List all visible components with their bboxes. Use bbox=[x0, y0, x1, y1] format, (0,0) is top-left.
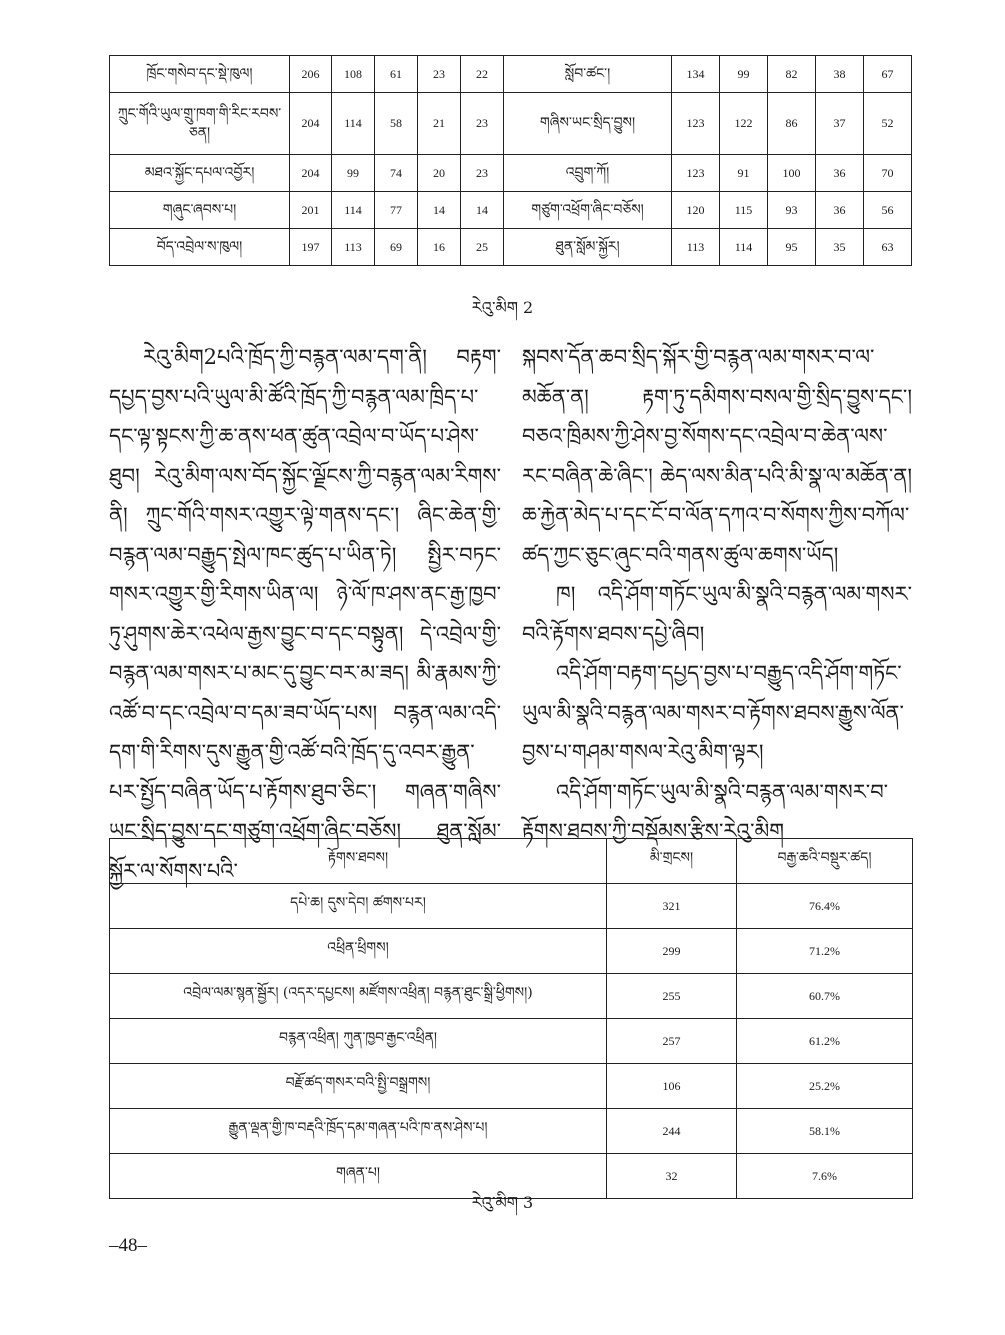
row-label-cell: འབྲེལ་ལམ་སྙན་སྦྱོར། (འདར་དཔྱངས། མཛོགས་འཕྲིན། བརྙན་ཐུང་སྒྲི་ཕྱིགས།) bbox=[110, 974, 607, 1019]
value-cell: 255 bbox=[607, 974, 737, 1019]
value-cell: 25 bbox=[461, 229, 504, 266]
value-cell: 35 bbox=[816, 229, 864, 266]
value-cell: 91 bbox=[720, 155, 768, 192]
value-cell: 299 bbox=[607, 929, 737, 974]
value-cell: 56 bbox=[864, 192, 912, 229]
data-table-2 bbox=[109, 838, 913, 1199]
value-cell: 123 bbox=[672, 155, 720, 192]
value-cell: 37 bbox=[816, 93, 864, 155]
column-header: མི་གྲངས། bbox=[607, 839, 737, 884]
value-cell: 67 bbox=[864, 56, 912, 93]
value-cell: 74 bbox=[375, 155, 418, 192]
value-cell: 32 bbox=[607, 1154, 737, 1199]
value-cell: 58.1% bbox=[737, 1109, 913, 1154]
value-cell: 23 bbox=[461, 155, 504, 192]
value-cell: 113 bbox=[332, 229, 375, 266]
value-cell: 22 bbox=[461, 56, 504, 93]
column-header: རྟོགས་ཐབས། bbox=[110, 839, 607, 884]
value-cell: 63 bbox=[864, 229, 912, 266]
row-label-cell: བོད་འབྲེལ་ས་ཁུལ། bbox=[110, 229, 290, 266]
column-header: བརྒྱ་ཆའི་བསྡུར་ཚད། bbox=[737, 839, 913, 884]
value-cell: 99 bbox=[720, 56, 768, 93]
value-cell: 58 bbox=[375, 93, 418, 155]
value-cell: 14 bbox=[418, 192, 461, 229]
value-cell: 321 bbox=[607, 884, 737, 929]
body-column-left bbox=[109, 338, 501, 891]
value-cell: 61.2% bbox=[737, 1019, 913, 1064]
table-row bbox=[110, 1109, 913, 1154]
body-column-right bbox=[522, 338, 912, 852]
table-row bbox=[110, 884, 913, 929]
value-cell: 16 bbox=[418, 229, 461, 266]
row-label-cell: རྒྱུན་ལྡན་གྱི་ཁ་བརྡའི་ཁྲོད་དམ་གཞན་པའི་ཁ་ནས་ཤེས་པ། bbox=[110, 1109, 607, 1154]
row-label-cell: གཙུག་འཕྲོག་ཞིང་བཅོས། bbox=[504, 192, 672, 229]
table-row bbox=[110, 155, 912, 192]
value-cell: 23 bbox=[418, 56, 461, 93]
row-label-cell: མཐའ་སྐྱོང་དཔལ་འབྱོར། bbox=[110, 155, 290, 192]
value-cell: 77 bbox=[375, 192, 418, 229]
table-caption-2: རེའུ་མིག 2 bbox=[471, 298, 534, 317]
value-cell: 60.7% bbox=[737, 974, 913, 1019]
table-caption-3: རེའུ་མིག 3 bbox=[471, 1193, 534, 1212]
value-cell: 99 bbox=[332, 155, 375, 192]
value-cell: 113 bbox=[672, 229, 720, 266]
value-cell: 93 bbox=[768, 192, 816, 229]
value-cell: 82 bbox=[768, 56, 816, 93]
row-label-cell: འབྲུག་ཀོ། bbox=[504, 155, 672, 192]
value-cell: 76.4% bbox=[737, 884, 913, 929]
row-label-cell: གཞིས་ཡང་སྲིད་བྱུས། bbox=[504, 93, 672, 155]
paragraph: འདི་ཤོག་བརྟག་དཔྱད་བྱས་པ་བརྒྱུད་འདི་ཤོག་གཏོང་ཡུལ་མི་སྣའི་བརྙན་ལམ་གསར་བ་རྟོགས་ཐབས་རྒྱུས་ལོན་བྱས་པ་གཤམ་གསལ་རེའུ་མིག་ལྟར། bbox=[522, 661, 904, 764]
value-cell: 20 bbox=[418, 155, 461, 192]
value-cell: 201 bbox=[290, 192, 332, 229]
row-label-cell: བརྗོ་ཚད་གསར་བའི་སྤྱི་བསྒྲགས། bbox=[110, 1064, 607, 1109]
table-row bbox=[110, 56, 912, 93]
row-label-cell: ཐུན་སློམ་སྐྱོར། bbox=[504, 229, 672, 266]
value-cell: 123 bbox=[672, 93, 720, 155]
value-cell: 120 bbox=[672, 192, 720, 229]
value-cell: 108 bbox=[332, 56, 375, 93]
value-cell: 14 bbox=[461, 192, 504, 229]
paragraph: སྐབས་དོན་ཆབ་སྲིད་སྐོར་གྱི་བརྙན་ལམ་གསར་བ་ལ་མཆོན་ན། རྟག་ཏུ་དམིགས་བསལ་གྱི་སྲིད་བྱུས་དང་། བཅའ་ཁྲིམས་ཀྱི་ཤེས་བྱ་སོགས་དང་འབྲེལ་བ་ཆེན་ལས་རང་བཞིན་ཆེ་ཞིང་། ཆེད་ལས་མིན་པའི་མི་སྣ་ལ་མཆོན་ན། ཆ་རྐྱེན་མེད་པ་དང་ངོ་བ་ལོན་དཀའ་བ་སོགས་ཀྱིས་བཀོལ་ཚད་ཀྱང་ཅུང་ཞུང་བའི་གནས་ཚུལ་ཆགས་ཡོད། bbox=[522, 345, 912, 567]
value-cell: 52 bbox=[864, 93, 912, 155]
value-cell: 23 bbox=[461, 93, 504, 155]
table-row bbox=[110, 974, 913, 1019]
data-table-1 bbox=[109, 55, 912, 266]
value-cell: 7.6% bbox=[737, 1154, 913, 1199]
value-cell: 114 bbox=[332, 192, 375, 229]
row-label-cell: གཞན་པ། bbox=[110, 1154, 607, 1199]
value-cell: 115 bbox=[720, 192, 768, 229]
value-cell: 114 bbox=[720, 229, 768, 266]
section-heading: ཁ། འདི་ཤོག་གཏོང་ཡུལ་མི་སྣའི་བརྙན་ལམ་གསར་བའི་རྟོགས་ཐབས་དཔྱེ་ཞིབ། bbox=[522, 582, 912, 646]
value-cell: 106 bbox=[607, 1064, 737, 1109]
value-cell: 38 bbox=[816, 56, 864, 93]
table-row bbox=[110, 192, 912, 229]
row-label-cell: འཕྲིན་ཕྲིགས། bbox=[110, 929, 607, 974]
page-number: –48– bbox=[109, 1235, 147, 1256]
row-label-cell: ཁྲོང་གསེབ་དང་སྡེ་ཁུལ། bbox=[110, 56, 290, 93]
value-cell: 36 bbox=[816, 192, 864, 229]
value-cell: 114 bbox=[332, 93, 375, 155]
row-label-cell: གཞུང་ཞབས་པ། bbox=[110, 192, 290, 229]
value-cell: 244 bbox=[607, 1109, 737, 1154]
row-label-cell: སློབ་ཚང་། bbox=[504, 56, 672, 93]
value-cell: 36 bbox=[816, 155, 864, 192]
row-label-cell: དཔེ་ཆ། དུས་དེབ། ཚགས་པར། bbox=[110, 884, 607, 929]
row-label-cell: ཀྲུང་གོའི་ཡུལ་གྲུ་ཁག་གི་རིང་རབས་ཅན། bbox=[110, 93, 290, 155]
paragraph: རེའུ་མིག2པའི་ཁྲོད་ཀྱི་བརྙན་ལམ་དག་ནི། བརྟག་དཔྱད་བྱས་པའི་ཡུལ་མི་ཚོའི་ཁྲོད་ཀྱི་བརྙན་ལམ་ཁྲིད་པ་དང་ལྟ་སྟངས་ཀྱི་ཆ་ནས་ཕན་ཚུན་འབྲེལ་བ་ཡོད་པ་ཤེས་ཐུབ། རེའུ་མིག་ལས་བོད་སྐྱོང་ལྗོངས་ཀྱི་བརྙན་ལམ་རིགས་ནི། ཀྲུང་གོའི་གསར་འགྱུར་ལྟེ་གནས་དང་། ཞིང་ཆེན་གྱི་བརྙན་ལམ་བརྒྱུད་སྤེལ་ཁང་ཚུད་པ་ཡིན་ཏེ། སྤྱིར་བཏང་གསར་འགྱུར་གྱི་རིགས་ཡིན་ལ། ཉེ་ལོ་ཁ་ཤས་ནང་རྒྱ་ཁྱབ་ཏུ་ཤུགས་ཆེར་འཕེལ་རྒྱས་བྱུང་བ་དང་བསྟུན། དེ་འབྲེལ་གྱི་བརྙན་ལམ་གསར་པ་མང་དུ་བྱུང་བར་མ་ཟད། མི་རྣམས་ཀྱི་འཚོ་བ་དང་འབྲེལ་བ་དམ་ཟབ་ཡོད་པས། བརྙན་ལམ་འདི་དག་གི་རིགས་དུས་རྒྱུན་གྱི་འཚོ་བའི་ཁྲོད་དུ་འབར་རྒྱུན་པར་སྤྱོད་བཞིན་ཡོད་པ་རྟོགས་ཐུབ་ཅིང་། གཞན་གཞིས་ཡང་སྲིད་བྱུས་དང་གཙུག་འཕྲོག་ཞིང་བཅོས། ཐུན་སློམ་སྐྱོར་ལ་སོགས་པའི་ bbox=[109, 345, 501, 883]
table-header-row bbox=[110, 839, 913, 884]
value-cell: 86 bbox=[768, 93, 816, 155]
value-cell: 197 bbox=[290, 229, 332, 266]
value-cell: 61 bbox=[375, 56, 418, 93]
table-row bbox=[110, 1019, 913, 1064]
value-cell: 257 bbox=[607, 1019, 737, 1064]
value-cell: 70 bbox=[864, 155, 912, 192]
table-row bbox=[110, 229, 912, 266]
table-row bbox=[110, 929, 913, 974]
value-cell: 100 bbox=[768, 155, 816, 192]
value-cell: 71.2% bbox=[737, 929, 913, 974]
table-row bbox=[110, 93, 912, 155]
value-cell: 122 bbox=[720, 93, 768, 155]
value-cell: 204 bbox=[290, 93, 332, 155]
value-cell: 206 bbox=[290, 56, 332, 93]
value-cell: 204 bbox=[290, 155, 332, 192]
row-label-cell: བརྙན་འཕྲིན། ཀུན་ཁྱབ་རྒྱང་འཕྲིན། bbox=[110, 1019, 607, 1064]
value-cell: 21 bbox=[418, 93, 461, 155]
value-cell: 134 bbox=[672, 56, 720, 93]
value-cell: 69 bbox=[375, 229, 418, 266]
paragraph: འདི་ཤོག་གཏོང་ཡུལ་མི་སྣའི་བརྙན་ལམ་གསར་བ་རྟོགས་ཐབས་ཀྱི་བསྡོམས་རྩིས་རེའུ་མིག bbox=[522, 779, 889, 843]
table-row bbox=[110, 1064, 913, 1109]
value-cell: 25.2% bbox=[737, 1064, 913, 1109]
value-cell: 95 bbox=[768, 229, 816, 266]
